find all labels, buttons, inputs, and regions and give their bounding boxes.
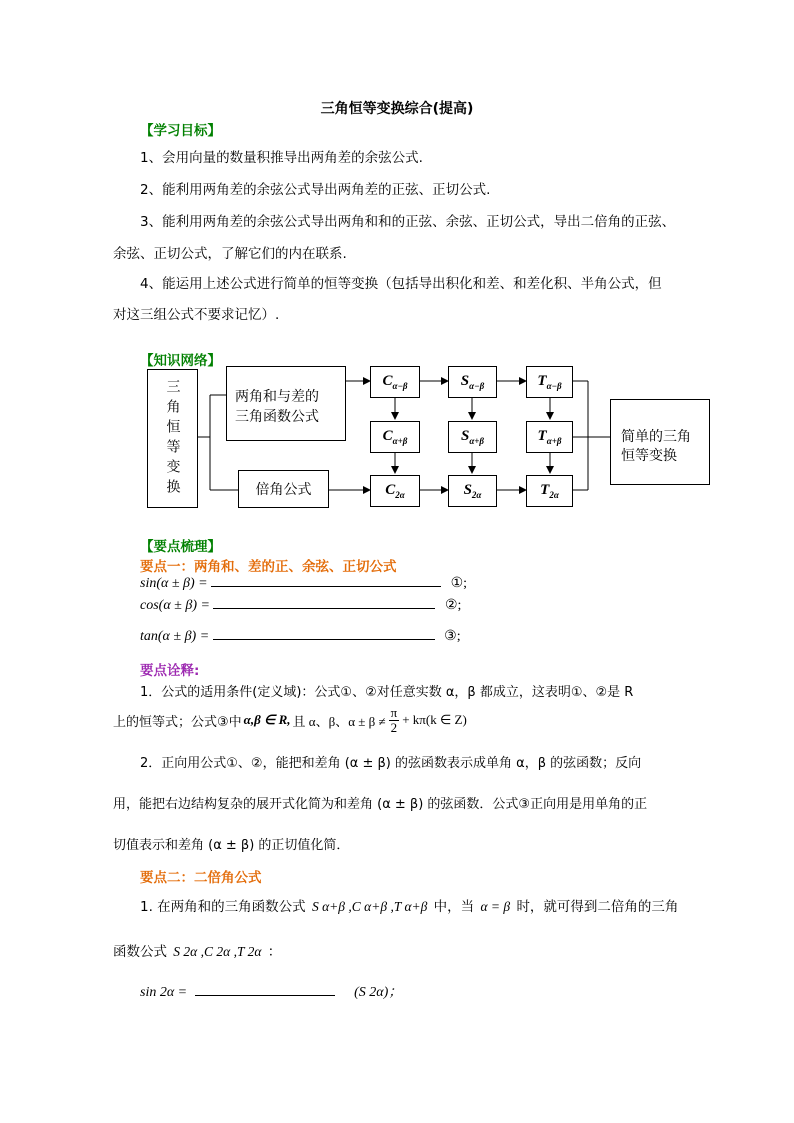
goal-item-4-cont: 对这三组公式不要求记忆）. [113, 307, 280, 323]
p2-line2-formulas: S 2α ,C 2α ,T 2α [173, 944, 262, 959]
goal-item-3: 3、能利用两角差的余弦公式导出两角和和的正弦、余弦、正切公式，导出二倍角的正弦、 [140, 214, 676, 230]
frac-den: 2 [390, 719, 398, 735]
point1-title: 要点一：两角和、差的正、余弦、正切公式 [140, 559, 397, 575]
box-sum-diff-line1: 两角和与差的 [235, 389, 319, 405]
goal-item-1: 1、会用向量的数量积推导出两角差的余弦公式. [140, 150, 423, 166]
box-s-minus [448, 366, 497, 398]
box-sum-diff-formulas [226, 366, 346, 441]
p2-line1-cond: α = β [480, 899, 511, 914]
explain2-line1: 2．正向用公式①、②，能把和差角 (α ± β) 的弦函数表示成单角 α，β 的弦函数；反向 [140, 756, 642, 771]
box-simple-line1: 简单的三角 [621, 429, 691, 445]
explain1-line1: 1．公式的适用条件(定义域)：公式①、②对任意实数 α，β 都成立，这表明①、②是 R [140, 685, 634, 700]
explain1-mid: 且 α、β、α ± β ≠ [292, 713, 386, 729]
eq-tan-num: ③; [444, 629, 461, 644]
eq-cos-num: ②; [444, 598, 462, 613]
c-minus-main: C [382, 373, 393, 389]
explain-title: 要点诠释: [140, 663, 200, 679]
page-title: 三角恒等变换综合(提高) [320, 101, 474, 117]
t-2a-sub: 2α [549, 490, 559, 500]
eq-cos-row [140, 596, 461, 614]
explain1-frac [389, 706, 400, 735]
box-trig-identity [147, 369, 198, 508]
review-heading: 【要点梳理】 [140, 539, 221, 555]
p2-line1-pre: 1. 在两角和的三角函数公式 [140, 899, 306, 915]
eq-sin-blank [211, 574, 441, 587]
eq-tan-blank [213, 627, 435, 640]
eq-sin-lhs: sin(α ± β) = [140, 576, 208, 591]
p2-line1-post: 时，就可得到二倍角的三角 [516, 899, 679, 915]
explain1-bold: α,β ∈ R, [243, 712, 291, 727]
eq-sin2a-row [140, 981, 402, 1001]
box-s-2a [448, 475, 497, 507]
c-2a-sub: 2α [395, 490, 405, 500]
c-plus-sub: α+β [392, 436, 408, 446]
t-plus-sub: α+β [546, 436, 562, 446]
explain1-line2 [113, 705, 467, 735]
box-t-plus [526, 421, 573, 453]
s-minus-main: S [460, 373, 470, 389]
eq-cos-lhs: cos(α ± β) = [140, 598, 210, 613]
t-minus-main: T [537, 373, 547, 389]
box-t-2a [526, 475, 573, 507]
eq-tan-lhs: tan(α ± β) = [140, 629, 210, 644]
p2-line2 [113, 940, 281, 960]
box-simple-identity [610, 399, 710, 485]
box-sum-diff-line2: 三角函数公式 [235, 409, 319, 425]
c-2a-main: C [385, 482, 396, 498]
box-double-angle [238, 470, 329, 508]
frac-num: π [390, 704, 398, 720]
goal-item-4: 4、能运用上述公式进行简单的恒等变换（包括导出积化和差、和差化积、半角公式，但 [140, 276, 662, 292]
s-plus-main: S [460, 428, 470, 444]
explain2-line3: 切值表示和差角 (α ± β) 的正切值化简． [113, 838, 350, 853]
box-c-minus [370, 366, 420, 398]
p2-line1-mid: 中，当 [433, 899, 475, 915]
c-minus-sub: α−β [392, 381, 408, 391]
explain1-pre: 上的恒等式；公式③中 [113, 714, 242, 730]
p2-line1-formulas: S α+β ,C α+β ,T α+β [311, 899, 428, 914]
point2-title: 要点二：二倍角公式 [140, 870, 262, 886]
t-2a-main: T [540, 482, 550, 498]
box-c-2a [370, 475, 420, 507]
eq-sin-num: ①; [450, 576, 468, 591]
explain1-post: + kπ(k ∈ Z) [402, 712, 467, 727]
box-s-plus [448, 421, 497, 453]
eq-sin-row [140, 574, 467, 592]
eq-sin2a-blank [195, 983, 335, 996]
box-t-minus [526, 366, 573, 398]
t-minus-sub: α−β [546, 381, 562, 391]
eq-sin2a-lhs: sin 2α = [140, 985, 188, 1000]
s-2a-main: S [463, 482, 472, 498]
box-trig-identity-label: 三角恒等变换 [164, 378, 181, 499]
goal-item-3-cont: 余弦、正切公式，了解它们的内在联系. [113, 246, 347, 262]
eq-tan-row [140, 627, 461, 645]
goal-item-2: 2、能利用两角差的余弦公式导出两角差的正弦、正切公式. [140, 182, 491, 198]
t-plus-main: T [537, 428, 547, 444]
eq-cos-blank [213, 596, 435, 609]
explain2-line2: 用，能把右边结构复杂的展开式化简为和差角 (α ± β) 的弦函数．公式③正向用是用单角的正 [113, 797, 648, 812]
p2-line2-pre: 函数公式 [113, 944, 167, 960]
network-heading: 【知识网络】 [140, 353, 221, 369]
s-2a-sub: 2α [471, 490, 482, 500]
box-double-angle-label: 倍角公式 [255, 482, 312, 498]
box-c-plus [370, 421, 420, 453]
p2-line1 [140, 895, 678, 915]
c-plus-main: C [382, 428, 393, 444]
s-minus-sub: α−β [469, 381, 485, 391]
goals-heading: 【学习目标】 [140, 123, 221, 139]
box-simple-line2: 恒等变换 [621, 448, 677, 464]
s-plus-sub: α+β [469, 436, 485, 446]
eq-sin2a-tag: (S 2α)； [354, 985, 403, 1000]
p2-line2-post: ： [267, 944, 282, 960]
